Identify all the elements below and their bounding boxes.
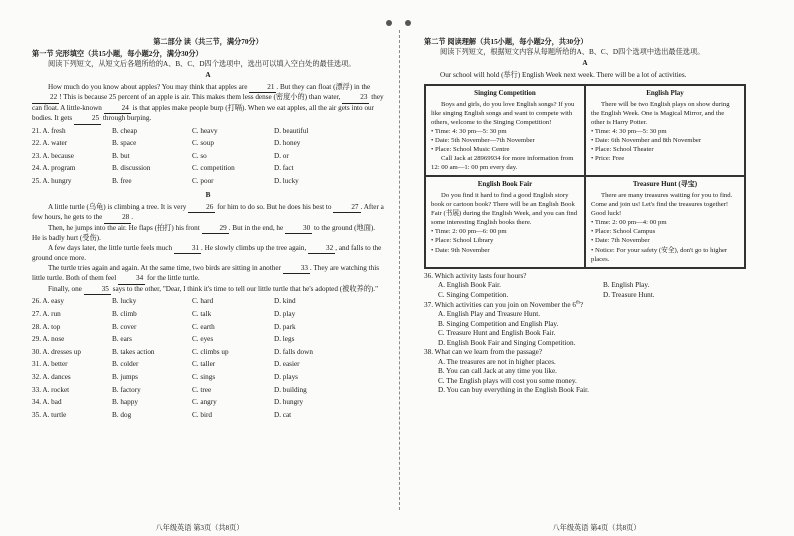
- activity-description: Do you find it hard to find a good English story book or cartoon book? There will be an English Book Fair (书展) during the English Week, and you can find some interesting English books there.: [431, 191, 578, 227]
- option-item: C. earth: [192, 322, 215, 331]
- activity-description: There will be two English plays on show during the English Week. One is Magical Mirror, and the other is Harry Potter.: [591, 100, 730, 126]
- section1-instructions: 阅读下列短文，从短文后各题所给的A、B、C、D四个选项中，选出可以填入空白处的最佳选项。: [48, 59, 356, 68]
- activity-description: There are many treasures waiting for you to find. Come and join us! Let's find the treasures together! Good luck!: [591, 191, 733, 218]
- option-item: C. angry: [192, 398, 217, 407]
- option-row: [32, 386, 384, 399]
- blank-33: 33: [283, 264, 310, 275]
- option-row: [32, 177, 384, 190]
- answer-option: A. English Book Fair.: [438, 281, 501, 290]
- option-item: D. falls down: [274, 347, 313, 356]
- passage-intro: Our school will hold (举行) English Week next week. There will be a lot of activities.: [440, 70, 687, 79]
- option-item: C. climbs up: [192, 347, 229, 356]
- option-item: B. lucky: [112, 297, 137, 306]
- option-item: D. kind: [274, 297, 296, 306]
- passage-a-label: A: [205, 71, 211, 79]
- option-item: B. jumps: [112, 373, 138, 382]
- answer-option: B. English Play.: [603, 281, 650, 290]
- question-38-options: [424, 358, 746, 396]
- option-item: D. easier: [274, 360, 300, 369]
- answer-option: C. Treasure Hunt and English Book Fair.: [438, 329, 556, 338]
- option-item: B. space: [112, 139, 137, 148]
- passage-b-text: [32, 203, 384, 296]
- option-item: D. hungry: [274, 398, 304, 407]
- option-row: [32, 152, 384, 165]
- option-item: 22. A. water: [32, 139, 68, 148]
- option-row: [32, 164, 384, 177]
- answer-option: D. Treasure Hunt.: [603, 290, 655, 299]
- option-item: D. building: [274, 385, 307, 394]
- option-item: D. park: [274, 322, 296, 331]
- blank-34: 34: [118, 274, 145, 285]
- option-item: C. bird: [192, 410, 212, 419]
- passage-paragraph: A few days later, the little turtle feels much 31 . He slowly climbs up the tree again, 32 , and falls to the ground once more.: [32, 243, 382, 263]
- option-item: C. tree: [192, 385, 212, 394]
- question-36: 36. Which activity lasts four hours?: [424, 271, 527, 280]
- answer-option: A. The treasures are not in higher places.: [438, 357, 556, 366]
- activity-box: [585, 85, 745, 176]
- section1-title: 第一节 完形填空（共15小题，每小题2分，满分30分）: [32, 50, 203, 58]
- passage-paragraph: The turtle tries again and again. At the same time, two birds are sitting in another 33 . They are watching this little turtle. Both of them feel 34 for the little turtle.: [32, 264, 384, 285]
- option-item: B. factory: [112, 385, 141, 394]
- option-item: C. hard: [192, 297, 214, 306]
- passage-paragraph: Then, he jumps into the air. He flaps (拍打) his front 29 . But in the end, he 30 to the ground (地面). He is badly hurt (受伤).: [32, 223, 376, 243]
- part-title: 第二部分 读（共三节，满分70分）: [153, 38, 263, 46]
- options-a: [32, 127, 384, 190]
- activities-table: [424, 84, 746, 269]
- activity-detail: • Price: Free: [591, 155, 625, 163]
- option-item: 23. A. because: [32, 151, 74, 160]
- right-footer: 八年级英语 第4页（共8页）: [552, 524, 641, 532]
- blank-29: 29: [202, 224, 229, 235]
- option-item: C. soup: [192, 139, 214, 148]
- option-row: [32, 348, 384, 361]
- option-row: [32, 373, 384, 386]
- activity-title: English Book Fair: [477, 180, 533, 189]
- option-row: [32, 310, 384, 323]
- option-item: C. sings: [192, 373, 216, 382]
- ordinal-suffix: th: [575, 300, 580, 306]
- page-divider: [399, 30, 400, 510]
- blank-26: 26: [188, 203, 215, 214]
- option-item: B. free: [112, 176, 132, 185]
- passage-paragraph: Finally, one 35 says to the other, "Dear, I think it's time to tell our little turtle that he's adopted (被收养的).": [32, 285, 384, 296]
- option-item: D. legs: [274, 335, 295, 344]
- blank-32: 32: [308, 244, 335, 255]
- option-item: B. dog: [112, 410, 132, 419]
- answer-option: D. You can buy everything in the English Book Fair.: [438, 386, 589, 395]
- question-37-options: [424, 310, 746, 348]
- blank-27: 27: [333, 203, 360, 214]
- option-item: D. plays: [274, 373, 298, 382]
- activity-title: Treasure Hunt (寻宝): [632, 180, 698, 189]
- option-item: D. honey: [274, 139, 301, 148]
- option-item: 32. A. dances: [32, 373, 71, 382]
- option-item: C. so: [192, 151, 207, 160]
- answer-option: A. English Play and Treasure Hunt.: [438, 310, 541, 319]
- option-row: [32, 398, 384, 411]
- option-item: C. poor: [192, 176, 214, 185]
- option-item: 24. A. program: [32, 164, 76, 173]
- blank-35: 35: [84, 285, 111, 296]
- activity-box: [425, 85, 585, 176]
- option-item: B. takes action: [112, 347, 155, 356]
- blank-31: 31: [174, 244, 201, 255]
- option-row: [32, 139, 384, 152]
- question-37: 37. Which activities can you join on November the 6th?: [424, 300, 584, 309]
- section2-title: 第二节 阅读理解（共15小题，每小题2分，共30分）: [424, 38, 588, 46]
- right-page: [424, 0, 746, 396]
- activity-detail: • Notice: For your safety (安全), don't go to higher places.: [591, 246, 728, 263]
- option-item: C. taller: [192, 360, 216, 369]
- question-38: 38. What can we learn from the passage?: [424, 348, 543, 357]
- blank-24: 24: [104, 104, 131, 115]
- answer-option: C. Singing Competition.: [438, 290, 509, 299]
- activity-detail: • Place: School Campus: [591, 228, 656, 236]
- activity-detail: • Place: School Theater: [591, 146, 654, 154]
- activity-title: Singing Competition: [474, 89, 536, 97]
- passage-a-text: How much do you know about apples? You may think that apples are 21 . But they can float (漂浮) in the 22 ! This is because 25 percent of an apple is air. This makes them less dense (密度小的) than water, 23 they can float. A little-known 24 is that apples make people burp (打嗝). When we eat apples, all the air gets into our bodies. It gets 25 through burping.: [32, 83, 384, 125]
- passage-label: A: [582, 59, 588, 67]
- option-row: [32, 297, 384, 310]
- option-item: 29. A. nose: [32, 335, 65, 344]
- option-item: 31. A. better: [32, 360, 68, 369]
- option-item: B. but: [112, 151, 130, 160]
- options-b: [32, 297, 384, 423]
- option-item: B. cover: [112, 322, 137, 331]
- option-item: 30. A. dresses up: [32, 347, 81, 356]
- option-item: D. fact: [274, 164, 294, 173]
- activity-detail: • Date: 6th November and 8th November: [591, 136, 702, 144]
- answer-option: C. The English plays will cost you some money.: [438, 376, 577, 385]
- option-row: [32, 335, 384, 348]
- option-item: 27. A. run: [32, 310, 61, 319]
- option-item: 28. A. top: [32, 322, 61, 331]
- binding-hole-mark: [405, 20, 411, 26]
- activity-detail: • Time: 4: 30 pm—5: 30 pm: [431, 127, 507, 135]
- option-item: 21. A. fresh: [32, 126, 66, 135]
- answer-option: B. Singing Competition and English Play.: [438, 319, 559, 328]
- option-item: 25. A. hungry: [32, 176, 72, 185]
- blank-25: 25: [74, 114, 101, 125]
- option-item: 35. A. turtle: [32, 410, 67, 419]
- question-36-options: [424, 281, 746, 300]
- activity-detail: • Time: 4: 30 pm—5: 30 pm: [591, 127, 667, 135]
- activity-detail: • Date: 7th November: [591, 237, 650, 245]
- activity-detail: • Date: 9th November: [431, 246, 490, 254]
- option-item: 34. A. bad: [32, 398, 62, 407]
- option-item: B. colder: [112, 360, 139, 369]
- option-row: [32, 360, 384, 373]
- option-item: B. discussion: [112, 164, 151, 173]
- option-item: 26. A. easy: [32, 297, 64, 306]
- activity-box: [585, 176, 745, 267]
- binding-hole-mark: [386, 20, 392, 26]
- option-item: D. play: [274, 310, 296, 319]
- option-item: D. lucky: [274, 176, 299, 185]
- activity-detail: • Time: 2: 00 pm—6: 00 pm: [431, 228, 507, 236]
- section2-instructions: 阅读下列短文，根据短文内容从每题所给的A、B、C、D四个选项中选出最佳选项。: [440, 47, 705, 56]
- option-row: [32, 411, 384, 424]
- option-item: C. eyes: [192, 335, 214, 344]
- answer-option: D. English Book Fair and Singing Competition.: [438, 338, 576, 347]
- activity-title: English Play: [646, 89, 684, 97]
- option-item: B. cheap: [112, 126, 138, 135]
- blank-28: 28: [104, 213, 131, 224]
- activity-detail: • Date: 5th November—7th November: [431, 136, 535, 144]
- activity-description: Boys and girls, do you love English songs? If you like singing English songs and want to compete with others, welcome to the Singing Competition!: [431, 100, 575, 126]
- blank-23: 23: [342, 93, 369, 104]
- activity-detail: • Place: School Library: [431, 237, 494, 245]
- passage-paragraph: A little turtle (乌龟) is climbing a tree. It is very 26 for him to do so. But he does his best to 27 . After a few hours, he gets to the 28 .: [32, 203, 384, 224]
- blank-30: 30: [285, 224, 312, 235]
- blank-21: 21: [249, 83, 276, 94]
- option-row: [32, 127, 384, 140]
- option-item: C. talk: [192, 310, 212, 319]
- option-item: C. heavy: [192, 126, 218, 135]
- left-footer: 八年级英语 第3页（共8页）: [155, 524, 244, 532]
- option-item: C. competition: [192, 164, 235, 173]
- activity-detail: • Place: School Music Centre: [431, 146, 510, 154]
- option-item: B. climb: [112, 310, 137, 319]
- activity-extra: Call Jack at 28969934 for more information from 12: 00 am—1: 00 pm every day.: [431, 155, 574, 172]
- activity-box: [425, 176, 585, 267]
- blank-22: 22: [32, 93, 59, 104]
- option-item: 33. A. rocket: [32, 385, 70, 394]
- option-item: B. happy: [112, 398, 138, 407]
- option-item: D. or: [274, 151, 289, 160]
- option-item: D. cat: [274, 410, 292, 419]
- passage-b-label: B: [205, 191, 211, 200]
- left-page: [32, 0, 384, 423]
- option-item: D. beautiful: [274, 126, 309, 135]
- option-item: B. ears: [112, 335, 132, 344]
- activity-detail: • Time: 2: 00 pm—4: 00 pm: [591, 219, 667, 227]
- answer-option: B. You can call Jack at any time you like.: [438, 367, 557, 376]
- option-row: [32, 323, 384, 336]
